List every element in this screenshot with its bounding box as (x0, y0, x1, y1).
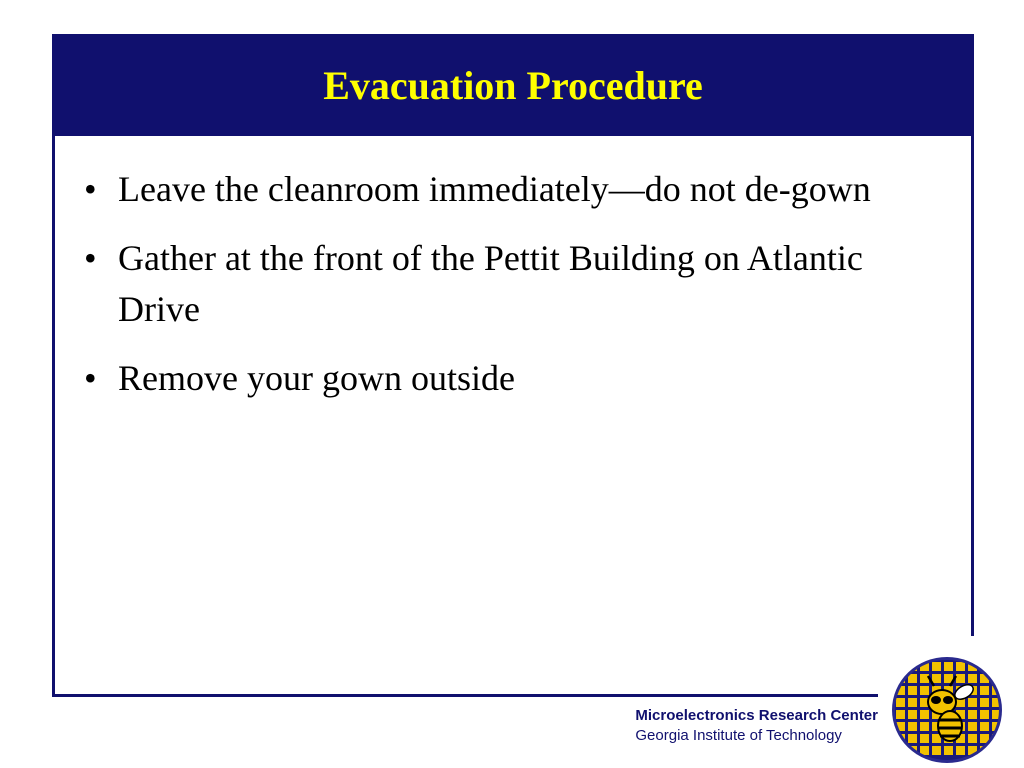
bullet-icon: • (84, 358, 97, 398)
list-item (84, 353, 924, 404)
bullet-icon: • (84, 169, 97, 209)
footer-organization: Microelectronics Research Center (635, 707, 878, 724)
yellow-jacket-logo-icon (890, 656, 1004, 764)
footer-institution: Georgia Institute of Technology (635, 727, 842, 744)
bullet-text: Gather at the front of the Pettit Building on Atlantic Drive (118, 238, 863, 329)
bullet-icon: • (84, 238, 97, 278)
bullet-text: Leave the cleanroom immediately—do not de-gown (118, 169, 871, 209)
title-bar (52, 34, 974, 136)
slide-title: Evacuation Procedure (323, 62, 703, 108)
bullet-list (84, 164, 924, 422)
footer (635, 706, 878, 746)
bullet-text: Remove your gown outside (118, 358, 515, 398)
list-item (84, 233, 924, 335)
list-item (84, 164, 924, 215)
